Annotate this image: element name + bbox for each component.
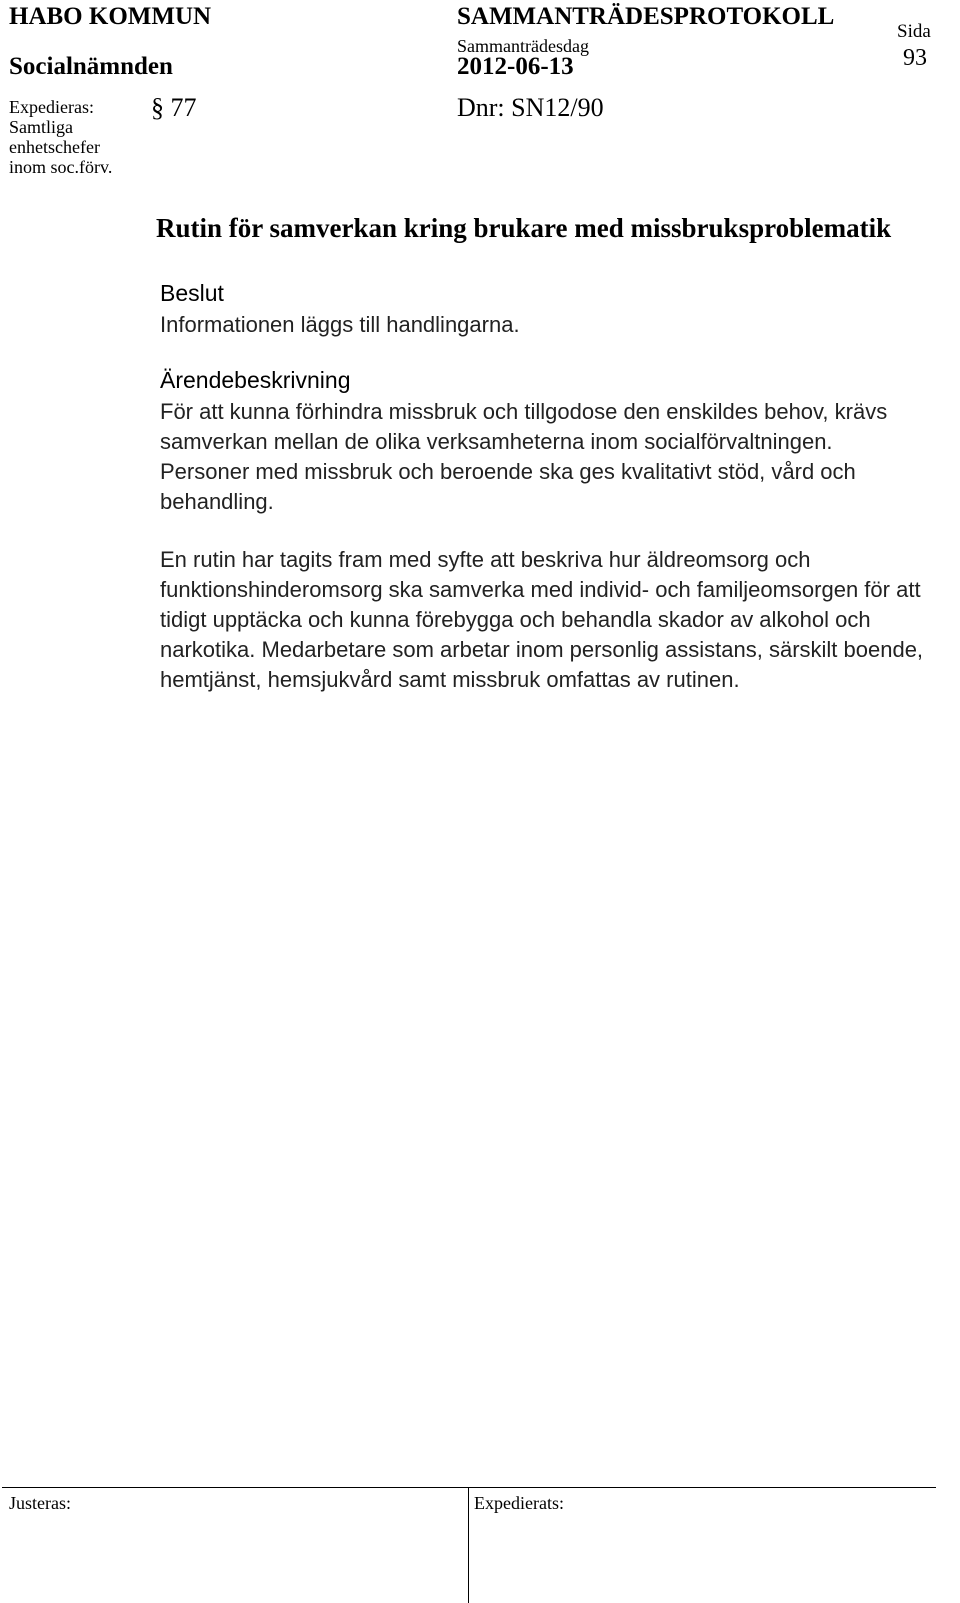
decision-heading: Beslut <box>160 280 224 306</box>
decision-text: Informationen läggs till handlingarna. <box>160 312 520 337</box>
footer-divider-line <box>2 1487 936 1488</box>
footer-sent-label: Expedierats: <box>474 1493 564 1513</box>
meeting-date-label: Sammanträdesdag <box>457 36 589 56</box>
protocol-title: SAMMANTRÄDESPROTOKOLL <box>457 3 835 30</box>
sent-to-label: Expedieras: <box>9 97 94 117</box>
description-heading: Ärendebeskrivning <box>160 367 351 393</box>
case-number: Dnr: SN12/90 <box>457 93 604 122</box>
footer-verified-label: Justeras: <box>9 1493 71 1513</box>
page-number: 93 <box>903 45 927 71</box>
sent-to-block <box>9 97 149 177</box>
description-paragraph: För att kunna förhindra missbruk och tillgodose den enskildes behov, krävs samverkan mellan de olika verksamheterna inom socialförvaltningen. Personer med missbruk och beroende ska ges kvalitativt stöd, vård och behandling. <box>160 399 888 514</box>
description-paragraph: En rutin har tagits fram med syfte att beskriva hur äldreomsorg och funktionshinderomsorg ska samverka med individ- och familjeomsorgen för att tidigt upptäcka och kunna förebygga och behandla skador av alkohol och narkotika. Medarbetare som arbetar inom personlig assistans, särskilt boende, hemtjänst, hemsjukvård samt missbruk omfattas av rutinen. <box>160 547 924 692</box>
page-label: Sida <box>897 21 931 42</box>
organization-name: HABO KOMMUN <box>9 3 212 30</box>
document-title: Rutin för samverkan kring brukare med missbruksproblematik <box>156 213 892 243</box>
sent-to-recipient-line: inom soc.förv. <box>9 157 113 177</box>
sent-to-recipient-line: enhetschefer <box>9 137 100 157</box>
sent-to-recipient-line: Samtliga <box>9 117 73 137</box>
department-name: Socialnämnden <box>9 53 173 80</box>
meeting-date: 2012-06-13 <box>457 53 574 80</box>
footer-column-divider <box>468 1488 469 1603</box>
section-number: § 77 <box>151 93 197 122</box>
